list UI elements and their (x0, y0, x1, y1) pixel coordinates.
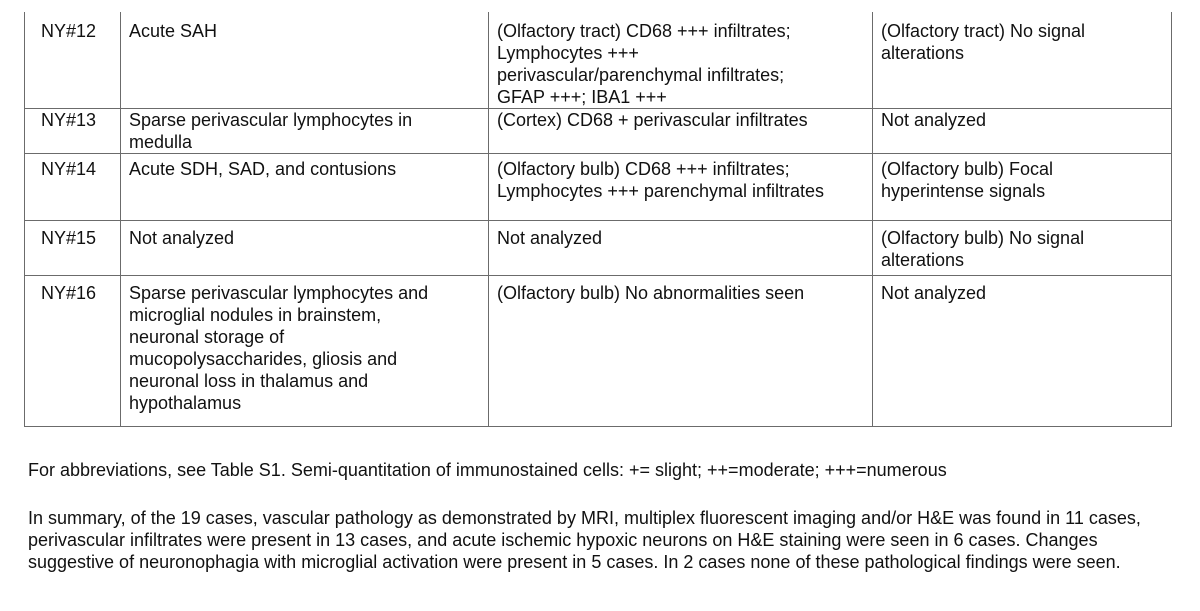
table-row (25, 12, 1172, 109)
mri-cell: Not analyzed (873, 109, 1172, 154)
pathology-cell: Sparse perivascular lymphocytes in medulla (121, 109, 489, 154)
staining-cell: Not analyzed (489, 221, 873, 276)
case-id-cell: NY#13 (25, 109, 121, 154)
table-row (25, 221, 1172, 276)
case-id-cell: NY#14 (25, 154, 121, 221)
staining-cell: (Cortex) CD68 + perivascular infiltrates (489, 109, 873, 154)
table-row (25, 276, 1172, 427)
mri-cell: (Olfactory tract) No signal alterations (873, 12, 1172, 109)
case-id-cell: NY#15 (25, 221, 121, 276)
staining-cell: (Olfactory tract) CD68 +++ infiltrates; Lymphocytes +++ perivascular/parenchymal infiltrates; GFAP +++; IBA1 +++ (489, 12, 873, 109)
mri-cell: Not analyzed (873, 276, 1172, 427)
mri-cell: (Olfactory bulb) Focal hyperintense signals (873, 154, 1172, 221)
abbreviations-note: For abbreviations, see Table S1. Semi-quantitation of immunostained cells: += slight; ++=moderate; +++=numerous (28, 460, 947, 480)
table-row (25, 154, 1172, 221)
pathology-cell: Acute SDH, SAD, and contusions (121, 154, 489, 221)
case-findings-table (24, 12, 1172, 427)
case-id-cell: NY#16 (25, 276, 121, 427)
summary-paragraph: In summary, of the 19 cases, vascular pathology as demonstrated by MRI, multiplex fluorescent imaging and/or H&E was found in 11 cases, perivascular infiltrates were present in 13 cases, and acute ischemic hypoxic neurons on H&E staining were seen in 6 cases. Changes suggestive of neuronophagia with microglial activation were present in 5 cases. In 2 cases none of these pathological findings were seen. (28, 508, 1141, 572)
mri-cell: (Olfactory bulb) No signal alterations (873, 221, 1172, 276)
staining-cell: (Olfactory bulb) CD68 +++ infiltrates; Lymphocytes +++ parenchymal infiltrates (489, 154, 873, 221)
pathology-cell: Not analyzed (121, 221, 489, 276)
pathology-cell: Sparse perivascular lymphocytes and microglial nodules in brainstem, neuronal storage of mucopolysaccharides, gliosis and neuronal loss in thalamus and hypothalamus (121, 276, 489, 427)
pathology-cell: Acute SAH (121, 12, 489, 109)
table-row (25, 109, 1172, 154)
staining-cell: (Olfactory bulb) No abnormalities seen (489, 276, 873, 427)
case-id-cell: NY#12 (25, 12, 121, 109)
notes-section (28, 459, 1178, 573)
